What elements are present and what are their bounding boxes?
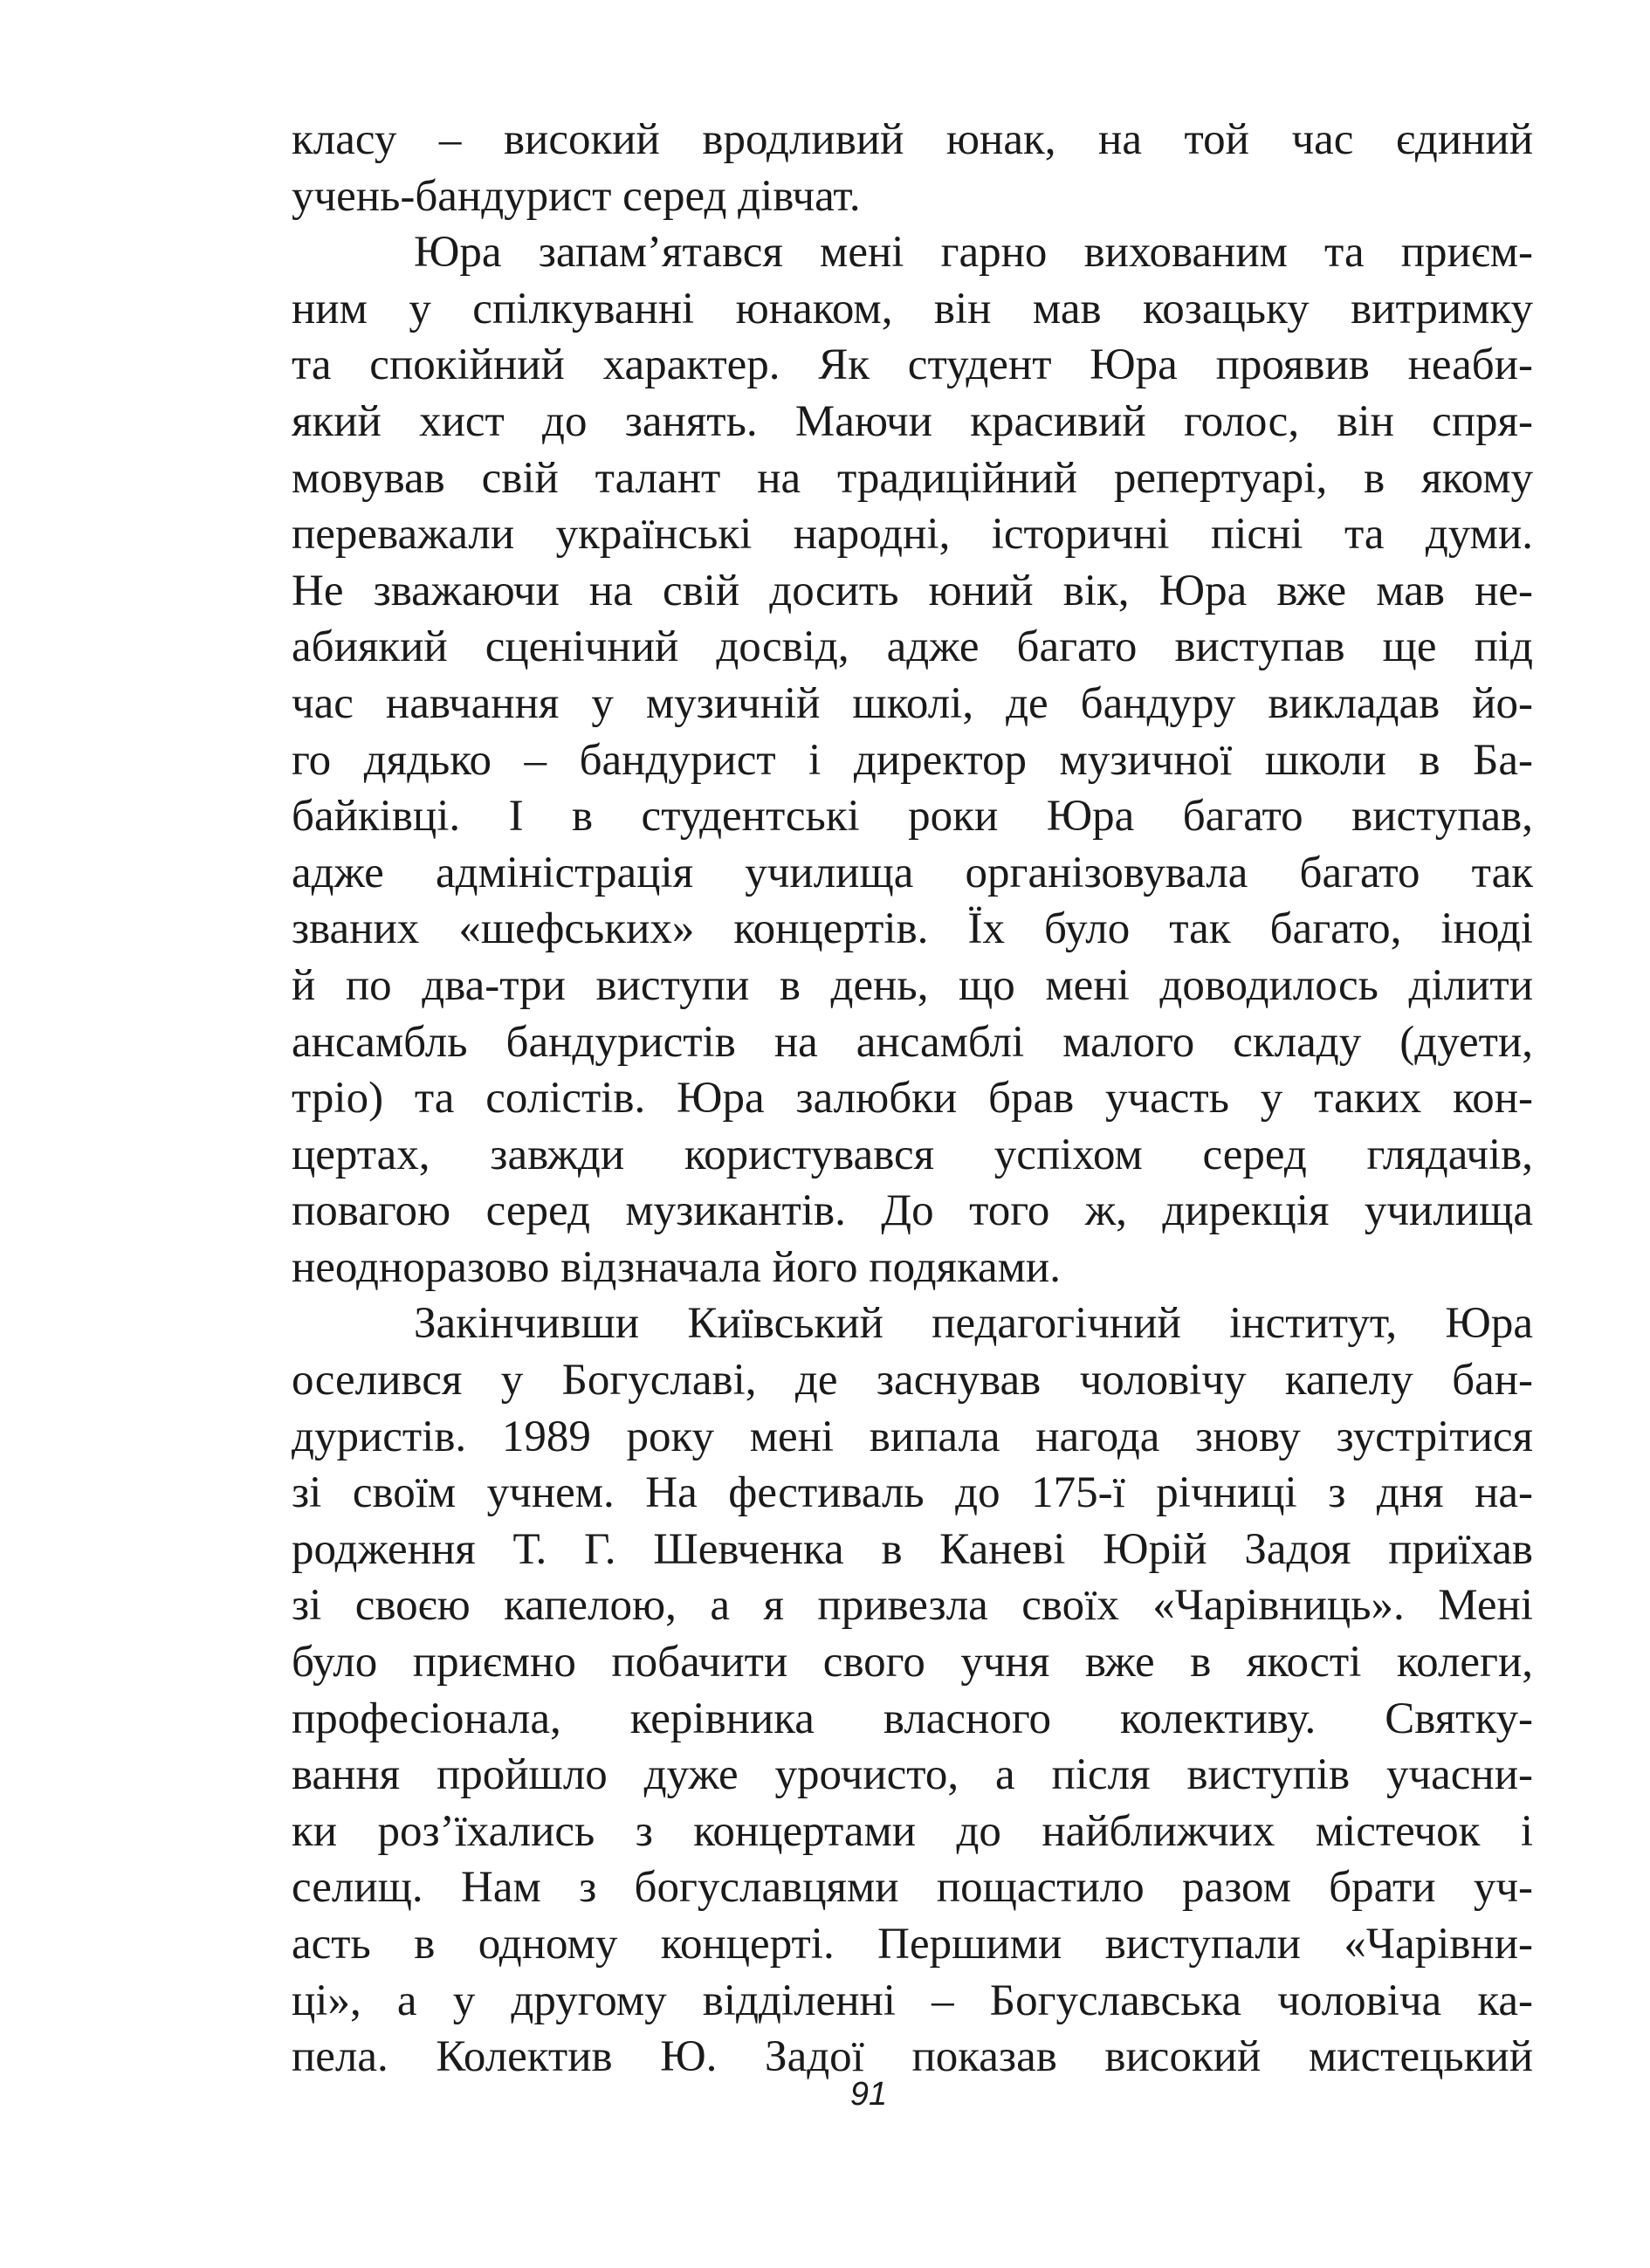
text-line: професіонала, керівника власного колективу. Святку- <box>292 1694 1533 1743</box>
text-line: оселився у Богуславі, де заснував чоловічу капелу бан- <box>292 1356 1533 1405</box>
text-line: класу – високий вродливий юнак, на той час єдиний <box>292 115 1533 164</box>
text-line: го дядько – бандурист і директор музичної школи в Ба- <box>292 735 1533 785</box>
text-line: асть в одному концерті. Першими виступали «Чарівни- <box>292 1920 1533 1969</box>
text-line: селищ. Нам з богуславцями пощастило разом брати уч- <box>292 1863 1533 1913</box>
text-line: переважали українські народні, історичні пісні та думи. <box>292 510 1533 560</box>
text-line: абиякий сценічний досвід, адже багато виступав ще під <box>292 622 1533 672</box>
text-line: та спокійний характер. Як студент Юра проявив неаби- <box>292 340 1533 390</box>
text-line: який хист до занять. Маючи красивий голос, він спря- <box>292 396 1533 446</box>
text-line: адже адміністрація училища організовувала багато так <box>292 848 1533 897</box>
text-line: байківці. І в студентські роки Юра багато виступав, <box>292 792 1533 842</box>
text-line: зі своїм учнем. На фестиваль до 175-ї річниці з дня на- <box>292 1468 1533 1518</box>
text-line: ці», а у другому відділенні – Богуславська чоловіча ка- <box>292 1976 1533 2025</box>
page-number: 91 <box>849 2076 888 2113</box>
text-line: було приємно побачити свого учня вже в якості колеги, <box>292 1638 1533 1687</box>
text-line: дуристів. 1989 року мені випала нагода знову зустрітися <box>292 1412 1533 1461</box>
text-line: мовував свій талант на традиційний репертуарі, в якому <box>292 453 1533 503</box>
text-line: Не зважаючи на свій досить юний вік, Юра вже мав не- <box>292 566 1533 615</box>
text-line: й по два-три виступи в день, що мені доводилось ділити <box>292 960 1533 1010</box>
text-line: зі своєю капелою, а я привезла своїх «Чарівниць». Мені <box>292 1581 1533 1631</box>
text-line: повагою серед музикантів. До того ж, дирекція училища <box>292 1186 1533 1236</box>
text-line: час навчання у музичній школі, де бандуру викладав йо- <box>292 678 1533 728</box>
text-line: вання пройшло дуже урочисто, а після виступів учасни- <box>292 1750 1533 1800</box>
text-line: цертах, завжди користувався успіхом серед глядачів, <box>292 1130 1533 1179</box>
text-line: званих «шефських» концертів. Їх було так багато, іноді <box>292 904 1533 954</box>
text-line: неодноразово відзначала його подяками. <box>292 1242 1061 1292</box>
text-line: пела. Колектив Ю. Задої показав високий мистецький <box>292 2032 1533 2082</box>
text-line: учень-бандурист серед дівчат. <box>292 171 861 221</box>
text-line: ним у спілкуванні юнаком, він мав козацьку витримку <box>292 284 1533 333</box>
text-line: Закінчивши Київський педагогічний інститут, Юра <box>414 1299 1533 1349</box>
text-line: тріо) та солістів. Юра залюбки брав участь у таких кон- <box>292 1074 1533 1124</box>
text-line: ансамбль бандуристів на ансамблі малого складу (дуети, <box>292 1017 1533 1067</box>
text-line: родження Т. Г. Шевченка в Каневі Юрій Задоя приїхав <box>292 1524 1533 1574</box>
text-line: Юра запам’ятався мені гарно вихованим та приєм- <box>414 228 1533 278</box>
body-text <box>292 112 1533 2086</box>
text-line: ки роз’їхались з концертами до найближчих містечок і <box>292 1806 1533 1856</box>
